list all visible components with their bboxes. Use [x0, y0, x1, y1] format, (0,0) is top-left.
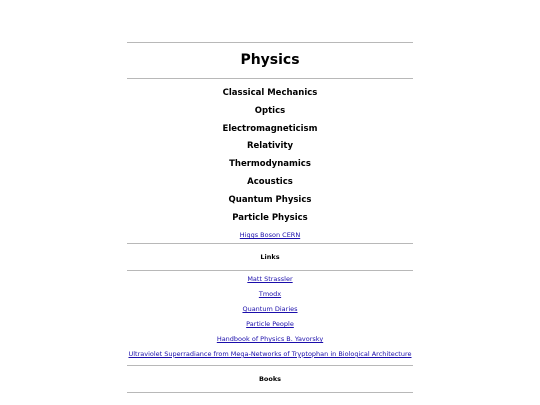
topic-list	[127, 79, 413, 227]
topic-classical-mechanics: Classical Mechanics	[222, 88, 318, 98]
books-section-title: Books	[258, 375, 282, 384]
link-item	[127, 276, 413, 284]
physics-page	[127, 42, 413, 393]
page-title: Physics	[240, 52, 300, 68]
topic-thermodynamics: Thermodynamics	[229, 159, 311, 170]
link-item	[127, 351, 413, 359]
quantum-diaries-link[interactable]: Quantum Diaries	[242, 305, 298, 314]
links-list	[127, 271, 413, 365]
link-item	[127, 291, 413, 299]
higgs-link-row	[127, 228, 413, 243]
particle-people-link[interactable]: Particle People	[246, 320, 294, 329]
topic-particle-physics: Particle Physics	[232, 212, 308, 223]
matt-strassler-link[interactable]: Matt Strassler	[247, 275, 293, 284]
topic-quantum-physics: Quantum Physics	[228, 194, 312, 205]
link-item	[127, 336, 413, 344]
topic-optics: Optics	[254, 105, 286, 116]
books-bottom-divider	[127, 392, 413, 393]
tmodx-link[interactable]: Tmodx	[258, 290, 282, 299]
topic-electromagneticism: Electromagneticism	[222, 123, 318, 134]
higgs-boson-link[interactable]: Higgs Boson CERN	[239, 231, 301, 240]
ultraviolet-superradiance-link[interactable]: Ultraviolet Superradiance from Mega-Networks of Tryptophan in Biological Architecture	[128, 349, 412, 358]
topic-acoustics: Acoustics	[247, 176, 293, 187]
link-item	[127, 321, 413, 329]
link-item	[127, 306, 413, 314]
topic-relativity: Relativity	[247, 141, 293, 152]
links-section-title: Links	[260, 253, 280, 262]
handbook-of-physics-link[interactable]: Handbook of Physics B. Yavorsky	[216, 334, 324, 343]
